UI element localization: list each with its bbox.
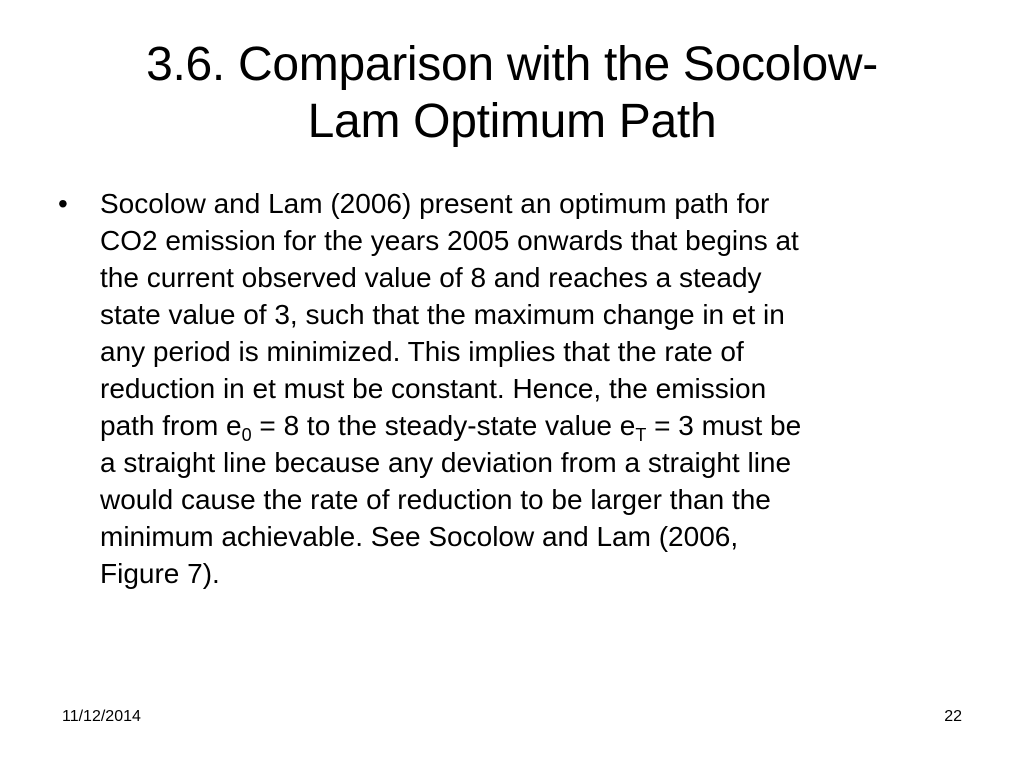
paragraph-line-with-subscripts	[100, 407, 980, 444]
paragraph-line: Figure 7).	[100, 558, 220, 589]
path-text-part: = 8 to the steady-state value e	[251, 410, 636, 441]
paragraph-line: would cause the rate of reduction to be larger than the	[100, 484, 771, 515]
path-text-part: = 3 must be	[646, 410, 802, 441]
paragraph-line: a straight line because any deviation from a straight line	[100, 447, 792, 478]
subscript-zero: 0	[241, 425, 252, 445]
paragraph-line: the current observed value of 8 and reaches a steady	[100, 262, 762, 293]
title-line: Lam Optimum Path	[307, 95, 717, 148]
slide-title	[40, 36, 984, 150]
bullet-point-icon: •	[58, 188, 68, 219]
footer-page-number: 22	[944, 708, 962, 725]
paragraph-line: state value of 3, such that the maximum change in et in	[100, 299, 785, 330]
footer-date: 11/12/2014	[62, 708, 141, 725]
paragraph-line: CO2 emission for the years 2005 onwards that begins at	[100, 225, 799, 256]
paragraph-line: minimum achievable. See Socolow and Lam (2006,	[100, 521, 739, 552]
paragraph-line: any period is minimized. This implies that the rate of	[100, 336, 744, 367]
title-line: 3.6. Comparison with the Socolow-	[146, 38, 878, 91]
subscript-t: T	[635, 425, 647, 445]
paragraph-line: Socolow and Lam (2006) present an optimum path for	[100, 188, 770, 219]
paragraph-line: reduction in et must be constant. Hence, the emission	[100, 373, 767, 404]
path-text-part: path from e	[100, 410, 242, 441]
bullet-paragraph	[100, 185, 980, 592]
